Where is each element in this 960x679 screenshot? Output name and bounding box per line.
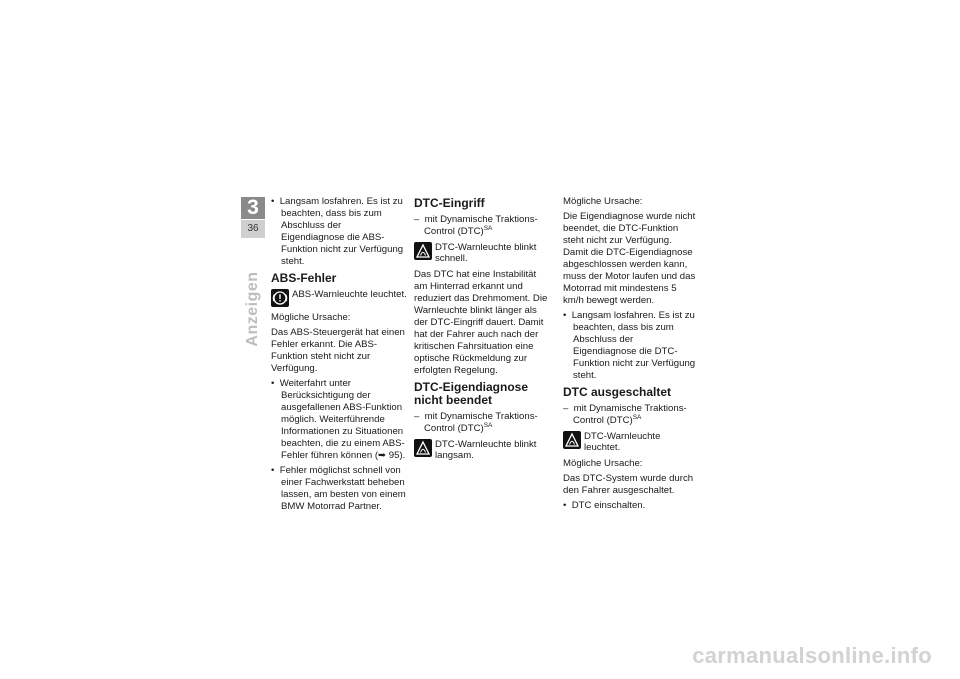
column-2 [414,196,550,466]
dtc-warning-icon [563,431,581,449]
warn-text: DTC-Warnleuchte blinkt schnell. [435,242,537,264]
list-item: • DTC einschalten. [563,500,646,511]
chapter-tab: 3 [241,197,265,219]
dtc-warning-icon [414,242,432,260]
warn-text: ABS-Warnleuchte leuchtet. [292,289,407,300]
list-item: – mit Dynamische Traktions-Control (DTC)$^{SA}$ [414,411,538,434]
heading-dtc-eigendiagnose: DTC-Eigendiagnose nicht beendet [414,380,529,407]
list-item: • Langsam losfahren. Es ist zu beachten, dass bis zum Abschluss der Eigendiagnose die ABS-Funktion nicht zur Verfügung steht. [271,196,404,267]
heading-dtc-eingriff: DTC-Eingriff [414,196,485,210]
cause-label: Mögliche Ursache: [563,196,643,207]
watermark: carmanualsonline.info [692,643,932,668]
cause-text: Das DTC-System wurde durch den Fahrer ausgeschaltet. [563,473,694,496]
cause-text: Das ABS-Steuergerät hat einen Fehler erkannt. Die ABS-Funktion steht nicht zur Verfügung. [271,327,405,374]
dtc-warning [563,431,699,453]
heading-dtc-ausgeschaltet: DTC ausgeschaltet [563,385,672,399]
warn-text: DTC-Warnleuchte blinkt langsam. [435,439,537,461]
abs-warning-icon [271,289,289,307]
column-3 [563,196,699,515]
dtc-warning [414,439,550,461]
cause-label: Mögliche Ursache: [563,458,643,469]
paragraph: Das DTC hat eine Instabilität am Hinterrad erkannt und reduziert das Drehmoment. Die Warnleuchte blinkt länger als der DTC-Eingriff dauert. Damit hat der Fahrer auch nach der kritischen Fahrsituation eine optische Rückmeldung zur erfolgten Regelung. [414,269,548,376]
list-item: – mit Dynamische Traktions-Control (DTC)$^{SA}$ [414,214,538,237]
list-item: • Fehler möglichst schnell von einer Fachwerkstatt beheben lassen, am besten von einem BMW Motorrad Partner. [271,465,406,512]
abs-warning [271,289,407,307]
page-number: 36 [241,220,265,238]
heading-abs-fehler: ABS-Fehler [271,271,337,285]
column-1 [271,196,407,516]
list-item: • Langsam losfahren. Es ist zu beachten, dass bis zum Abschluss der Eigendiagnose die DTC-Funktion nicht zur Verfügung steht. [563,310,696,381]
warn-text: DTC-Warnleuchte leuchtet. [584,431,661,453]
cause-label: Mögliche Ursache: [271,312,351,323]
dtc-warning [414,242,550,264]
list-item: – mit Dynamische Traktions-Control (DTC)$^{SA}$ [563,403,687,426]
dtc-warning-icon [414,439,432,457]
cause-text: Die Eigendiagnose wurde nicht beendet, die DTC-Funktion steht nicht zur Verfügung. Damit die DTC-Eigendiagnose abgeschlossen werden kann, muss der Motor laufen und das Motorrad mit mindestens 5 km/h bewegt werden. [563,211,696,306]
list-item: • Weiterfahrt unter Berücksichtigung der ausgefallenen ABS-Funktion möglich. Weiterführende Informationen zu Situationen beachten, die zu einem ABS-Fehler führen können (➥ 95). [271,378,406,461]
